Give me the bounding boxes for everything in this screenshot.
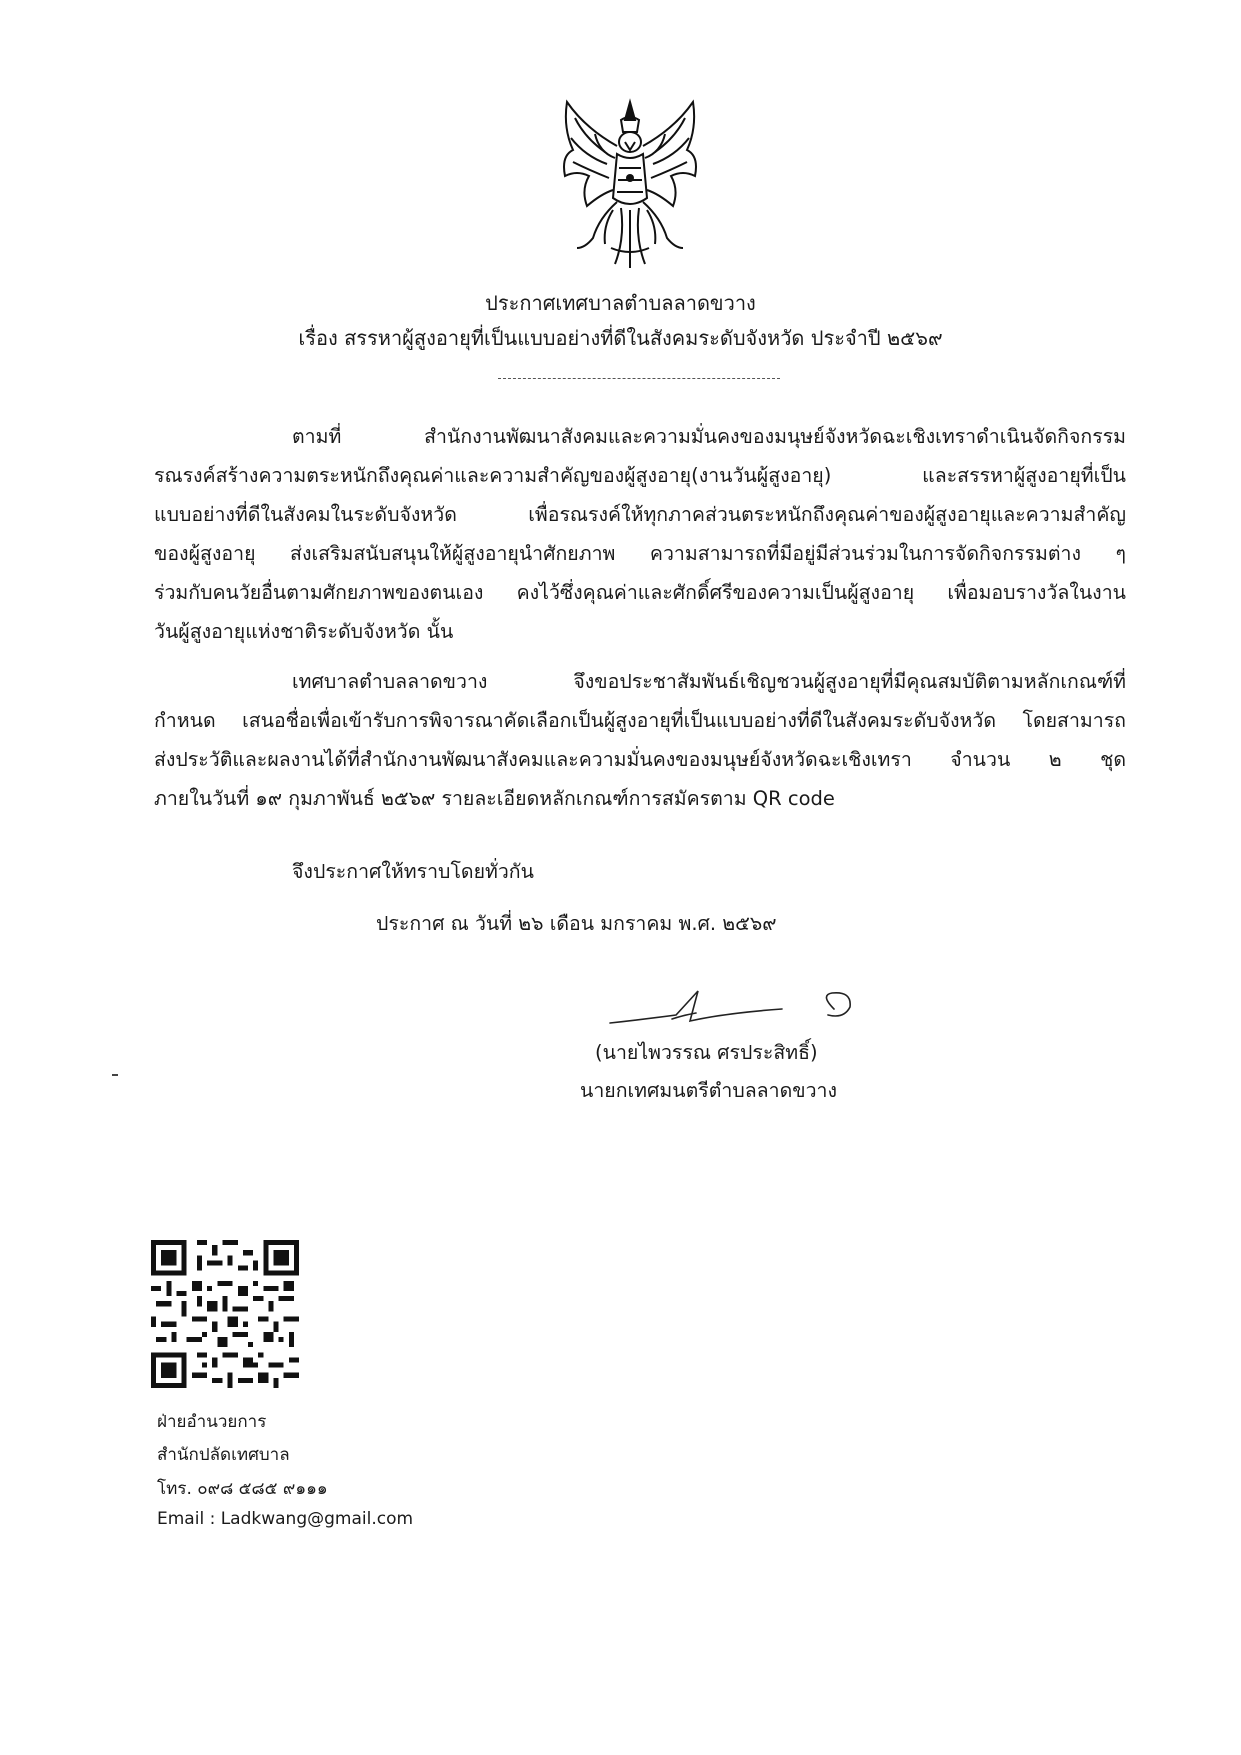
paragraph-line: ร่วมกับคนวัยอื่นตามศักยภาพของตนเอง คงไว้ซึ่งคุณค่าและศักดิ์ศรีของความเป็นผู้สูงอายุ เพื่อมอบรางวัลในงาน [154,581,1126,604]
signatory-name: (นายไพวรรณ ศรประสิทธิ์) [595,1041,818,1064]
scan-artifact [112,1074,118,1076]
qr-code-icon[interactable] [151,1240,299,1388]
paragraph-line: รณรงค์สร้างความตระหนักถึงคุณค่าและความสำคัญของผู้สูงอายุ(งานวันผู้สูงอายุ) และสรรหาผู้สูงอายุที่เป็น [154,464,1126,487]
paragraph-line: ส่งประวัติและผลงานได้ที่สำนักงานพัฒนาสังคมและความมั่นคงของมนุษย์จังหวัดฉะเชิงเทรา จำนวน ๒ ชุด [154,748,1126,771]
paragraph-line: เทศบาลตำบลลาดขวาง จึงขอประชาสัมพันธ์เชิญชวนผู้สูงอายุที่มีคุณสมบัติตามหลักเกณฑ์ที่ [292,670,1126,693]
paragraph-line: กำหนด เสนอชื่อเพื่อเข้ารับการพิจารณาคัดเลือกเป็นผู้สูงอายุที่เป็นแบบอย่างที่ดีในสังคมระดับจังหวัด โดยสามารถ [154,709,1126,732]
paragraph-line: แบบอย่างที่ดีในสังคมในระดับจังหวัด เพื่อรณรงค์ให้ทุกภาคส่วนตระหนักถึงคุณค่าของผู้สูงอายุและความสำคัญ [154,503,1126,526]
paragraph-line: วันผู้สูงอายุแห่งชาติระดับจังหวัด นั้น [154,620,454,643]
signatory-position: นายกเทศมนตรีตำบลลาดขวาง [580,1079,837,1102]
heading-divider [498,378,780,379]
contact-office: สำนักปลัดเทศบาล [157,1445,290,1465]
body-paragraph-1 [154,417,1126,651]
garuda-emblem-icon [555,98,705,270]
body-paragraph-2 [154,662,1126,818]
announcement-subject: เรื่อง สรรหาผู้สูงอายุที่เป็นแบบอย่างที่ดีในสังคมระดับจังหวัด ประจำปี ๒๕๖๙ [298,326,943,350]
contact-phone: โทร. ๐๙๘ ๕๘๕ ๙๑๑๑ [157,1479,328,1499]
contact-email[interactable]: Email : Ladkwang@gmail.com [157,1509,414,1529]
announcement-issuer: ประกาศเทศบาลตำบลลาดขวาง [485,291,756,315]
paragraph-line: ของผู้สูงอายุ ส่งเสริมสนับสนุนให้ผู้สูงอายุนำศักยภาพ ความสามารถที่มีอยู่มีส่วนร่วมในการจัดกิจกรรมต่าง ๆ [154,542,1126,565]
closing-statement: จึงประกาศให้ทราบโดยทั่วกัน [292,860,534,883]
contact-division: ฝ่ายอำนวยการ [157,1412,267,1432]
handwritten-signature [606,985,866,1045]
paragraph-line: ตามที่ สำนักงานพัฒนาสังคมและความมั่นคงของมนุษย์จังหวัดฉะเชิงเทราดำเนินจัดกิจกรรม [292,425,1126,448]
paragraph-line: ภายในวันที่ ๑๙ กุมภาพันธ์ ๒๕๖๙ รายละเอียดหลักเกณฑ์การสมัครตาม QR code [154,787,835,810]
announcement-date: ประกาศ ณ วันที่ ๒๖ เดือน มกราคม พ.ศ. ๒๕๖๙ [376,912,777,935]
